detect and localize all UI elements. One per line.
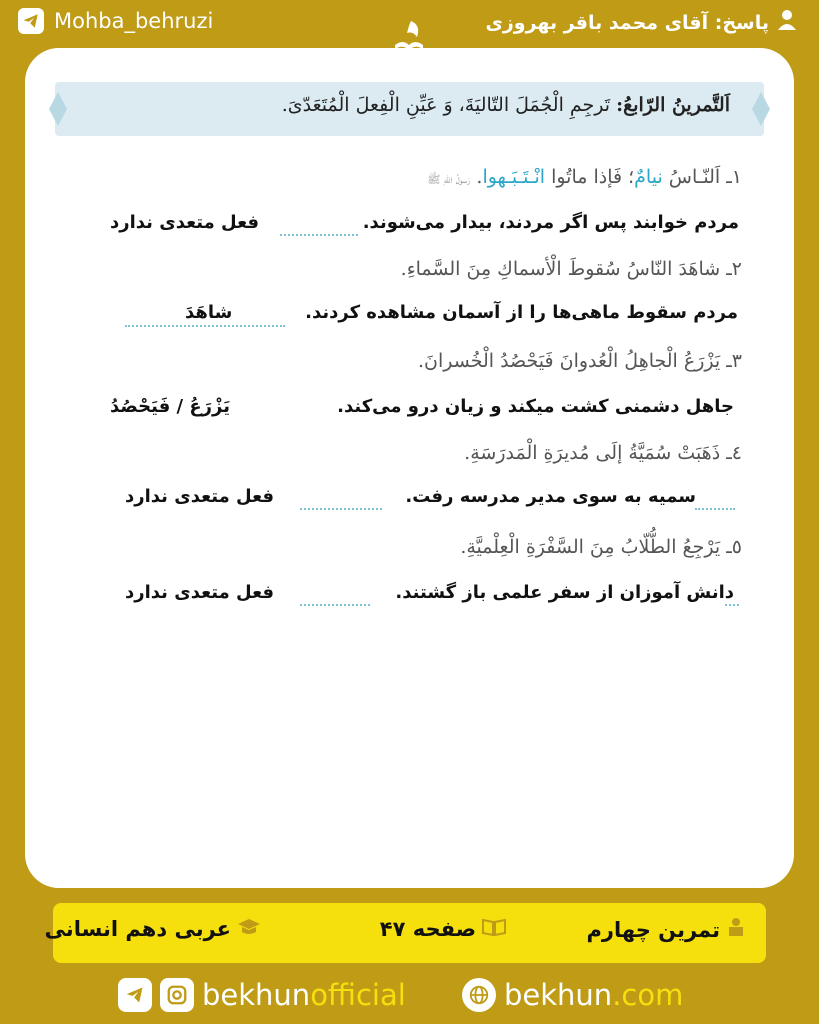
social-suffix: official [310, 978, 406, 1012]
book-open-icon [482, 917, 506, 941]
answer-4-dots-right [695, 508, 735, 510]
answer-5-dots-right [725, 604, 739, 606]
question-5-number: ٥ـ [726, 536, 742, 558]
footer-book-text: عربی دهم انسانی [44, 917, 231, 941]
question-5-text: یَرْجِعُ الطُّلّابُ مِنَ السَّفْرَةِ الْعِلْمیَّةِ. [460, 536, 721, 558]
verb-2: شاهَدَ [185, 302, 233, 323]
exercise-instruction: تَرجِمِ الْجُمَلَ التّالیَةَ، وَ عَیِّنِ الْفِعلَ الْمُتَعَدّیَ. [281, 94, 611, 116]
question-1-part-a: اَلنّـاسُ [668, 166, 721, 188]
exercise-header [55, 82, 764, 136]
social-handle-text [202, 978, 406, 1012]
question-3 [418, 350, 742, 372]
question-1-part-b: ؛ فَإذا ماتُوا [551, 166, 635, 188]
header-ornament-left-icon [49, 92, 67, 126]
exercise-title [282, 94, 730, 116]
answer-2-dots [125, 325, 285, 327]
channel-name: Mohba_behruzi [54, 9, 214, 33]
answer-2: مردم سقوط ماهی‌ها را از آسمان مشاهده کردند. [305, 302, 738, 323]
question-1-highlight-1: نیامٌ [634, 166, 663, 188]
question-4 [464, 442, 742, 464]
exercise-label: اَلتَّمرینُ الرّابعُ: [616, 94, 730, 116]
answer-1: مردم خوابند پس اگر مردند، بیدار می‌شوند. [362, 212, 739, 233]
globe-icon [462, 978, 496, 1012]
question-4-text: ذَهَبَتْ سُمَیَّةُ إلَى مُدیرَةِ الْمَدرَسَةِ. [464, 442, 721, 464]
question-2 [401, 258, 742, 280]
question-2-number: ۲ـ [726, 258, 742, 280]
telegram-icon [118, 978, 152, 1012]
answer-by-text: پاسخ: آقای محمد باقر بهروزی [485, 11, 769, 34]
bottom-social-strip [0, 978, 819, 1024]
website[interactable] [462, 978, 683, 1012]
question-2-text: شاهَدَ النّاسُ سُقوطَ الْأسماكِ مِنَ السَّماءِ. [400, 258, 721, 280]
question-1-number: ۱ـ [726, 166, 742, 188]
content-card [25, 48, 794, 888]
telegram-channel[interactable] [18, 8, 213, 34]
question-5 [460, 536, 742, 558]
footer-page-text: صفحه ۴۷ [379, 917, 476, 941]
answer-5-dots [300, 604, 370, 606]
social-prefix: bekhun [202, 978, 311, 1012]
question-1-part-c: . [476, 166, 483, 188]
social-handle[interactable] [118, 978, 406, 1012]
header-ornament-right-icon [752, 92, 770, 126]
footer-info-bar [44, 903, 766, 963]
question-1-source: رَسولُ اللّهِ ﷺ [427, 173, 471, 186]
site-prefix: bekhun [504, 978, 613, 1012]
answer-5: دانش آموزان از سفر علمی باز گشتند. [395, 582, 734, 603]
instagram-icon [160, 978, 194, 1012]
question-3-text: یَزْرَعُ الْجاهِلُ الْعُدوانَ فَیَحْصُدُ الْخُسرانَ. [418, 350, 721, 372]
question-1 [427, 166, 742, 189]
verb-3: یَزْرَعُ / فَیَحْصُدُ [110, 396, 230, 417]
answer-4: سمیه به سوی مدیر مدرسه رفت. [405, 486, 696, 507]
teacher-icon [726, 917, 746, 942]
answer-credit [485, 9, 797, 36]
footer-page [380, 917, 506, 941]
site-suffix: .com [612, 978, 684, 1012]
verb-4: فعل متعدی ندارد [125, 486, 275, 507]
website-text [504, 978, 683, 1012]
footer-book [45, 917, 261, 941]
verb-1: فعل متعدی ندارد [110, 212, 260, 233]
graduation-cap-icon [237, 917, 261, 941]
answer-3: جاهل دشمنی کشت میکند و زیان درو می‌کند. [337, 396, 734, 417]
question-3-number: ۳ـ [726, 350, 742, 372]
user-icon [777, 9, 797, 36]
question-4-number: ٤ـ [726, 442, 742, 464]
answer-1-dots [280, 234, 358, 236]
verb-5: فعل متعدی ندارد [125, 582, 275, 603]
footer-exercise [587, 917, 747, 942]
answer-4-dots [300, 508, 382, 510]
telegram-icon [18, 8, 44, 34]
footer-exercise-text: تمرین چهارم [586, 917, 720, 942]
question-1-highlight-2: انْـتَـبَـهوا [482, 166, 546, 188]
